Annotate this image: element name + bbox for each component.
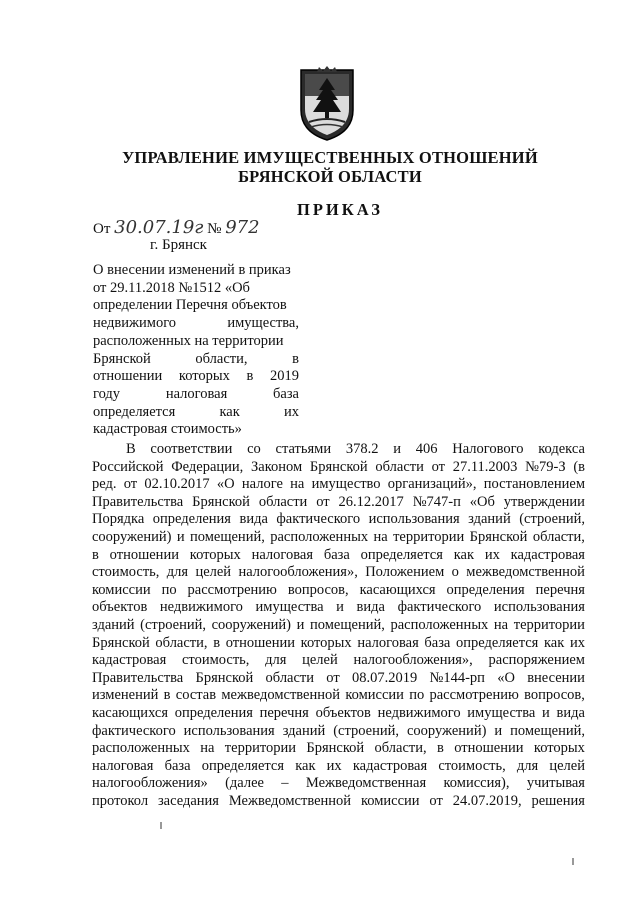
date-prefix: От [93, 221, 111, 237]
scan-speck [160, 822, 162, 829]
body-line: Российской Федерации, Законом Брянской области от 27.11.2003 №79-З (в [92, 458, 585, 475]
body-line: ред. от 02.10.2017 «О налоге на имущество организаций», постановлением [92, 476, 585, 493]
body-line: протокол заседания Межведомственной комиссии от 24.07.2019, решения [92, 792, 585, 809]
body-line: фактического использования зданий (строений, сооружений) и помещений, [92, 722, 585, 739]
subject-line: от 29.11.2018 №1512 «Об [93, 279, 250, 296]
number-label: № [207, 221, 222, 237]
organization-name-line2: БРЯНСКОЙ ОБЛАСТИ [238, 167, 422, 186]
subject-line: кадастровая стоимость» [93, 421, 242, 438]
body-line: Правительства Брянской области от 08.07.2019 №144-рп «О внесении [92, 669, 585, 686]
body-line: комиссии по рассмотрению вопросов, касающихся определения перечня [92, 581, 585, 598]
subject-line: Брянской области, в [93, 350, 299, 367]
body-line: Правительства Брянской области от 26.12.2017 №747-п «Об утверждении [92, 493, 585, 510]
organization-name-line1: УПРАВЛЕНИЕ ИМУЩЕСТВЕННЫХ ОТНОШЕНИЙ [122, 148, 538, 167]
subject-line: расположенных на территории [93, 332, 284, 349]
body-line: касающихся определения перечня объектов недвижимого имущества и вида [92, 704, 585, 721]
subject-line: определении Перечня объектов [93, 297, 287, 314]
coat-of-arms-emblem [297, 66, 357, 142]
order-body-text [92, 441, 585, 810]
body-line: стоимость, для целей налогообложения», Положением о межведомственной [92, 564, 585, 581]
city: г. Брянск [150, 237, 207, 253]
subject-line: определяется как их [93, 403, 299, 420]
body-line: сооружений) и помещений, расположенных на территории Брянской области, [92, 528, 585, 545]
body-line: налогообложения» (далее – Межведомственная комиссия), учитывая [92, 775, 585, 792]
body-line: Порядка определения вида фактического использования зданий (строений, [92, 511, 585, 528]
order-date-line [93, 217, 260, 238]
subject-line: О внесении изменений в приказ [93, 262, 291, 278]
subject-line: году налоговая база [93, 385, 299, 402]
body-line: расположенных на территории Брянской области, в отношении которых [92, 740, 585, 757]
handwritten-date: 30.07.19г [114, 217, 204, 238]
body-line: изменений в состав межведомственной комиссии по рассмотрению вопросов, [92, 687, 585, 704]
handwritten-order-number: 972 [225, 217, 260, 238]
body-line: объектов недвижимого имущества и вида фактического использования [92, 599, 585, 616]
body-line: В соответствии со статьями 378.2 и 406 Налогового кодекса [126, 441, 585, 457]
order-title: ПРИКАЗ [297, 200, 383, 219]
body-line: в отношении которых налоговая база определяется как их кадастровая [92, 546, 585, 563]
body-line: Брянской области, в отношении которых налоговая база определяется как их [92, 634, 585, 651]
body-line: зданий (строений, сооружений) и помещений, расположенных на территории [92, 616, 585, 633]
body-line: кадастровая стоимость, для целей налогообложения», распоряжением [92, 652, 585, 669]
order-subject [93, 262, 299, 439]
subject-line: отношении которых в 2019 [93, 368, 299, 385]
body-line: налоговая база определяется как их кадастровая стоимость, для целей [92, 757, 585, 774]
subject-line: недвижимого имущества, [93, 315, 299, 332]
scan-speck [572, 858, 574, 865]
